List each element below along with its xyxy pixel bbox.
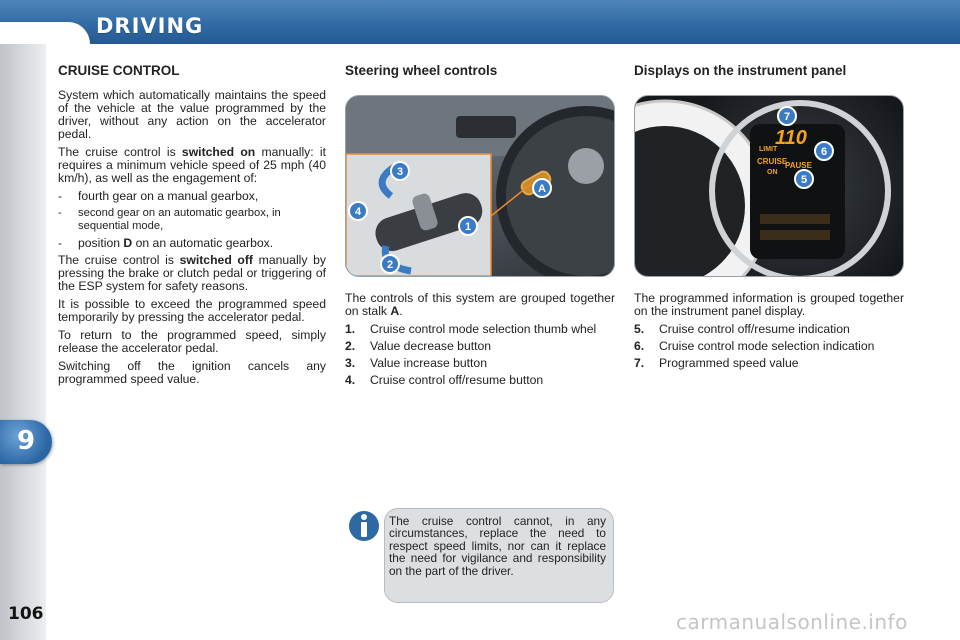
marker-4 [349,202,367,220]
list-number: 7. [634,356,645,370]
text: The cruise control is [58,253,180,267]
text: . [399,304,403,318]
page-number: 106 [8,604,44,624]
marker-5 [795,170,813,188]
text: The controls of this system are grouped together on stalk [345,291,615,318]
list-text: Cruise control off/resume indication [659,322,850,336]
bullet: - [58,189,63,203]
bold-text: switched on [181,145,256,159]
paragraph: Switching off the ignition cancels any programmed speed value. [58,359,326,386]
paragraph [58,254,326,293]
list-item [634,323,904,336]
list-item [345,323,615,336]
instrument-panel-photo [634,95,904,277]
paragraph [58,146,326,185]
text: on an automatic gearbox. [132,236,274,250]
watermark: carmanualsonline.info [676,610,908,634]
paragraph: To return to the programmed speed, simply release the accelerator pedal. [58,328,326,355]
svg-text:5: 5 [800,174,808,186]
list-item [58,237,326,250]
bullet: - [58,236,63,250]
sidebar [0,44,46,640]
marker-6 [815,142,833,160]
list-text: Value increase button [370,356,487,370]
list-item [345,374,615,387]
info-text: The cruise control cannot, in any circumstances, replace the need to respect speed limits, nor can it replace the need for vigilance and responsibility on the part of the driver. [389,514,606,578]
bold-text: A [390,304,400,318]
marker-2 [381,255,399,273]
header-tab [0,22,90,44]
limit-label: LIMIT [759,146,778,153]
list-item [634,340,904,353]
svg-text:A: A [538,183,546,195]
svg-text:6: 6 [820,146,828,158]
speed-value: 110 [775,127,807,149]
section-title: DRIVING [96,14,204,38]
paragraph: The programmed information is grouped together on the instrument panel display. [634,291,904,318]
svg-text:1: 1 [464,221,472,233]
marker-a [533,179,551,197]
pause-label: PAUSE [785,161,812,170]
list-text: Cruise control mode selection thumb whel [370,322,597,336]
steering-controls-photo [345,95,615,277]
marker-3 [391,162,409,180]
instrument-illustration [635,96,903,276]
cruise-control-heading: CRUISE CONTROL [58,63,180,78]
on-label: ON [767,169,778,176]
list-number: 2. [345,339,356,353]
bold-text: switched off [179,253,253,267]
svg-text:7: 7 [783,111,791,123]
paragraph: System which automatically maintains the speed of the vehicle at the value programmed by the driver, without any action on the accelerator pedal. [58,88,326,141]
list-item [345,357,615,370]
text: The cruise control is [58,145,182,159]
list-number: 4. [345,373,356,387]
marker-1 [459,217,477,235]
text: position [78,236,124,250]
marker-7 [778,107,796,125]
svg-text:4: 4 [354,206,362,218]
controls-list [345,323,615,387]
list-text: Cruise control off/resume button [370,373,544,387]
list-text: second gear on an automatic gearbox, in sequential mode, [78,207,281,232]
bullet: - [58,207,62,219]
bold-text: D [123,236,133,250]
list-text: Programmed speed value [659,356,799,370]
list-text: fourth gear on a manual gearbox, [78,189,259,203]
instrument-panel-heading: Displays on the instrument panel [634,63,847,78]
paragraph: It is possible to exceed the programmed speed temporarily by pressing the accelerator pedal. [58,297,326,324]
svg-text:2: 2 [386,259,394,271]
chapter-number: 9 [16,426,36,456]
displays-list [634,323,904,370]
list-number: 5. [634,322,645,336]
steering-controls-heading: Steering wheel controls [345,63,498,78]
chapter-badge[interactable] [0,420,52,464]
list-text: Value decrease button [370,339,492,353]
paragraph [345,292,615,318]
info-box [384,508,614,603]
steering-controls-text [345,292,615,391]
list-item [58,190,326,203]
list-item [58,207,326,233]
text: manually: it requires a minimum vehicle speed of 25 mph (40 km/h), as well as the engagement of: [58,145,326,185]
list-item [634,357,904,370]
list-item [345,340,615,353]
text: manually by pressing the brake or clutch pedal or triggering of the ESP system for safety reasons. [58,253,326,293]
list-number: 6. [634,339,645,353]
instrument-panel-text [634,292,904,374]
list-number: 3. [345,356,356,370]
svg-text:3: 3 [396,166,404,178]
cruise-control-text [58,89,326,391]
cruise-label: CRUISE [757,157,788,166]
steering-illustration [346,96,614,276]
list-number: 1. [345,322,356,336]
info-icon [348,508,380,549]
list-text: Cruise control mode selection indication [659,339,875,353]
